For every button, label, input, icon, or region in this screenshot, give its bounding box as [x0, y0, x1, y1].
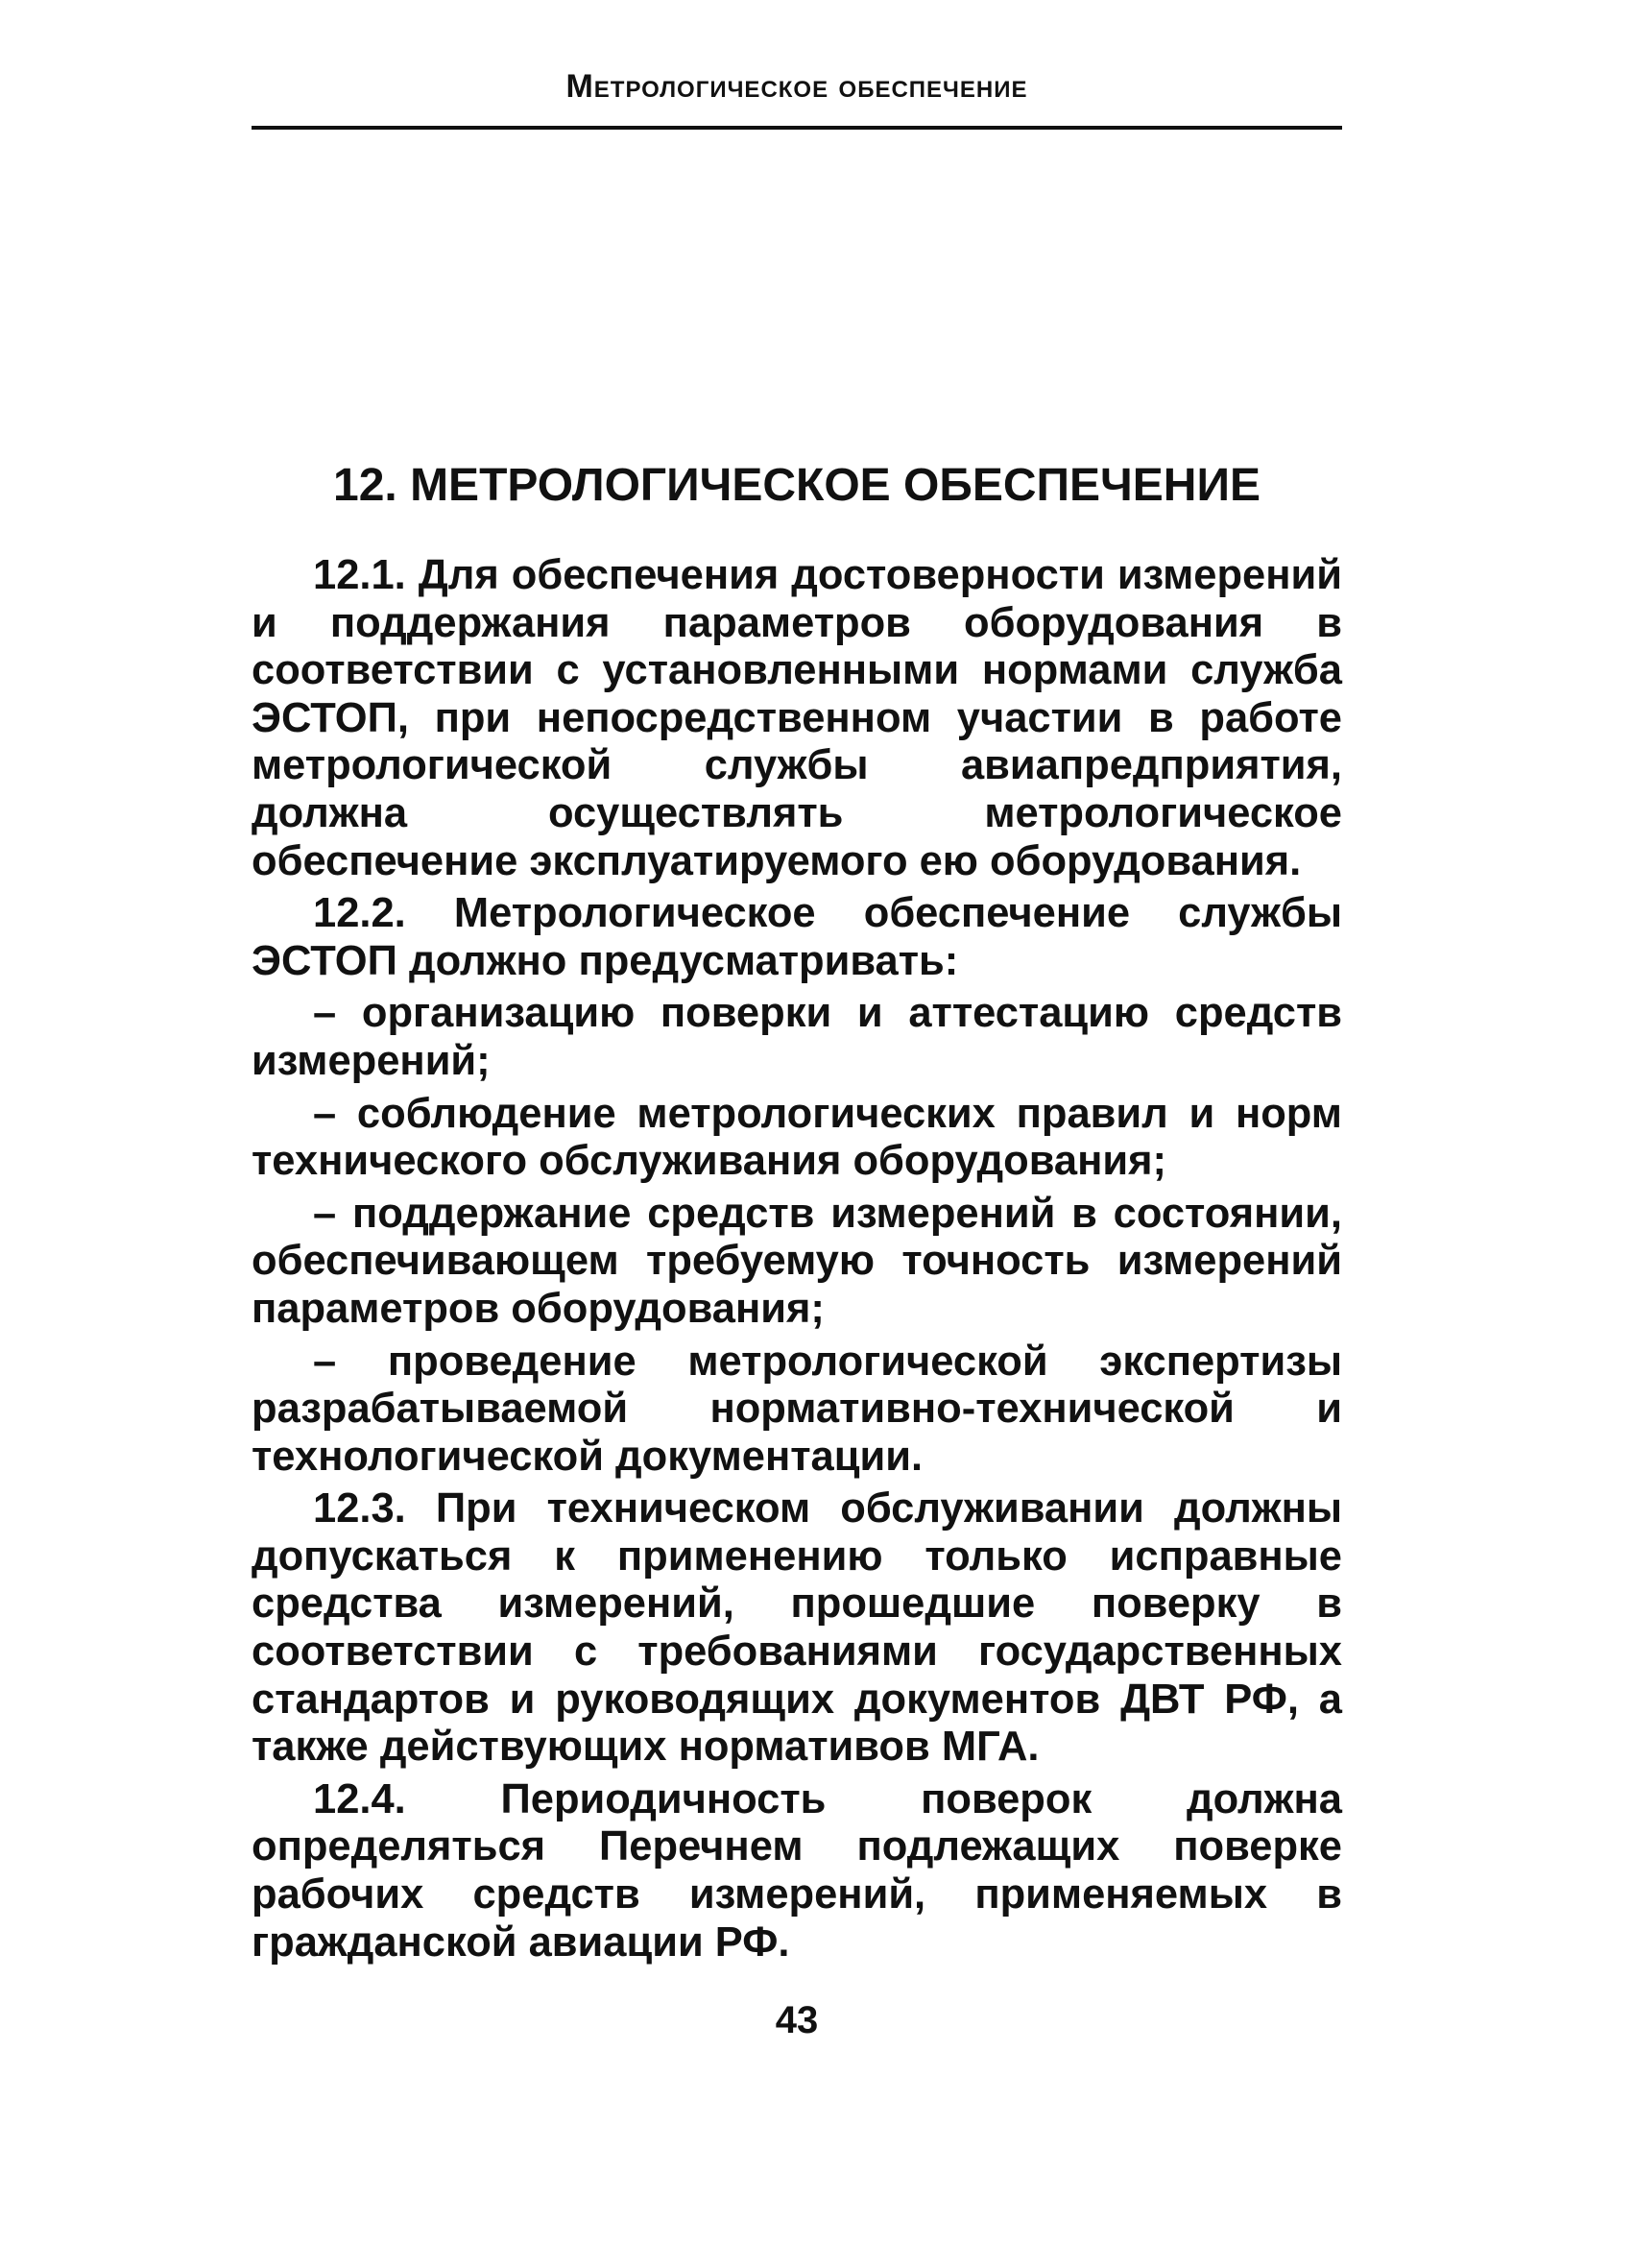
list-item-maintenance: – поддержание средств измерений в состоянии, обеспечивающем требуемую точность измерений параметров оборудования; [252, 1190, 1342, 1332]
body-text [252, 552, 1342, 1971]
header-divider [252, 126, 1342, 130]
list-item-verification: – организацию поверки и аттестацию средств измерений; [252, 990, 1342, 1084]
paragraph-12-3: 12.3. При техническом обслуживании должны допускаться к применению только исправные средства измерений, прошедшие поверку в соответствии с требованиями государственных стандартов и руководящих документов ДВТ РФ, а также действующих нормативов МГА. [252, 1485, 1342, 1771]
list-item-rules: – соблюдение метрологических правил и норм технического обслуживания оборудования; [252, 1090, 1342, 1185]
running-header: Метрологическое обеспечение [565, 68, 1028, 105]
list-item-expertise: – проведение метрологической экспертизы разрабатываемой нормативно-технической и технологической документации. [252, 1338, 1342, 1480]
page-number: 43 [775, 1999, 819, 2041]
section-title: 12. МЕТРОЛОГИЧЕСКОЕ ОБЕСПЕЧЕНИЕ [333, 460, 1261, 511]
paragraph-12-2: 12.2. Метрологическое обеспечение службы ЭСТОП должно предусматривать: [252, 890, 1342, 984]
paragraph-12-1: 12.1. Для обеспечения достоверности измерений и поддержания параметров оборудования в соответствии с установленными нормами служба ЭСТОП, при непосредственном участии в работе метрологической службы авиапредприятия, должна осуществлять метрологическое обеспечение эксплуатируемого ею оборудования. [252, 552, 1342, 884]
paragraph-12-4: 12.4. Периодичность поверок должна определяться Перечнем подлежащих поверке рабочих средств измерений, применяемых в гражданской авиации РФ. [252, 1775, 1342, 1966]
